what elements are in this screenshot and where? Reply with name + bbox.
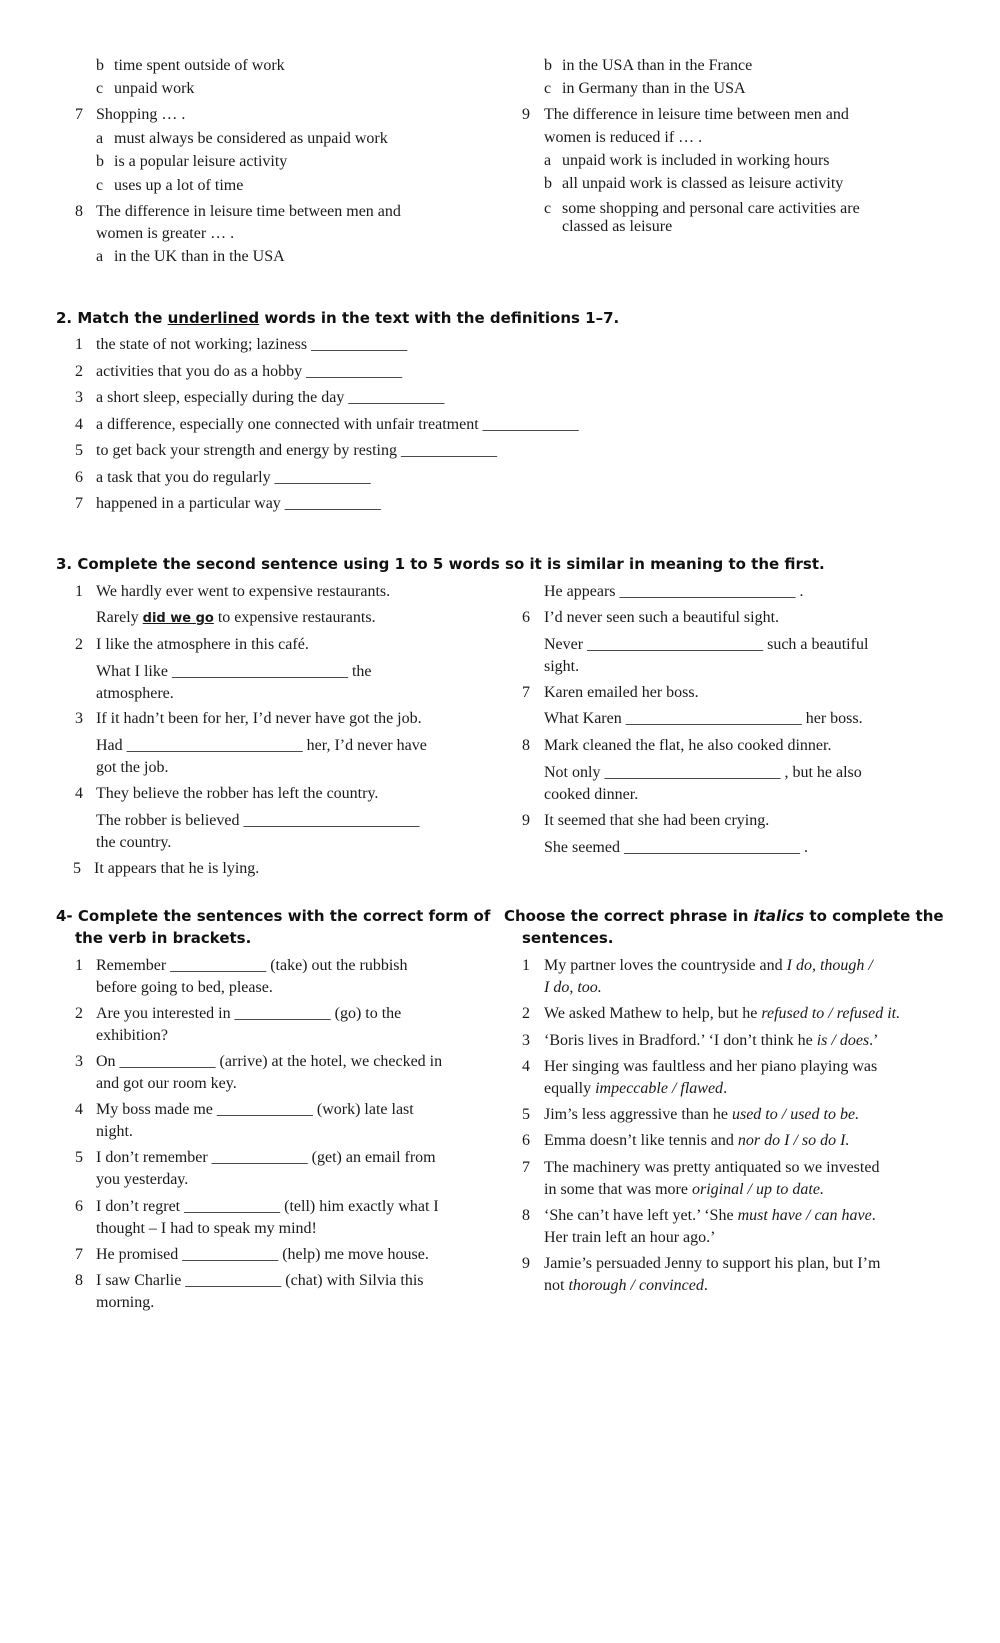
- gap-sentence: Remember ____________ (take) out the rubbish: [96, 957, 408, 974]
- item-number: 9: [522, 812, 530, 829]
- item-number: 3: [75, 710, 83, 727]
- rewrite-text: What Karen ______________________ her boss.: [544, 710, 863, 727]
- rewrite-text: What I like ______________________ the: [96, 663, 372, 680]
- item-number: 4: [75, 416, 83, 433]
- option-letter: b: [96, 57, 104, 74]
- option-text: in the UK than in the USA: [114, 248, 285, 265]
- item-number: 1: [75, 957, 83, 974]
- sentence-text: It appears that he is lying.: [94, 860, 260, 877]
- choice-sentence-cont: [544, 976, 602, 999]
- gap-sentence: I saw Charlie ____________ (chat) with Silvia this: [96, 1272, 424, 1289]
- item-number: 6: [522, 1132, 530, 1149]
- item-number: 6: [522, 609, 530, 626]
- question-text: The difference in leisure time between men and: [544, 106, 849, 123]
- choice-sentence: Jamie’s persuaded Jenny to support his plan, but I’m: [544, 1255, 881, 1272]
- option-text: unpaid work: [114, 80, 195, 97]
- item-number: 4: [75, 1101, 83, 1118]
- definition-text: a task that you do regularly ____________: [96, 469, 371, 486]
- rewrite-text: She seemed ______________________ .: [544, 839, 808, 856]
- italic-choice: original / up to date.: [691, 1181, 824, 1198]
- item-number: 6: [75, 469, 83, 486]
- exercise-4-heading: 4- Complete the sentences with the correct form of: [56, 907, 491, 925]
- exercise-5-heading-cont: sentences.: [522, 929, 614, 947]
- gap-sentence: I don’t remember ____________ (get) an email from: [96, 1149, 436, 1166]
- item-number: 1: [75, 583, 83, 600]
- item-number: 4: [75, 785, 83, 802]
- rewrite-text-cont: atmosphere.: [96, 685, 174, 702]
- item-number: 1: [75, 336, 83, 353]
- item-number: 3: [75, 1053, 83, 1070]
- option-letter: c: [544, 80, 552, 97]
- choice-sentence: Her singing was faultless and her piano playing was: [544, 1058, 878, 1075]
- option-text: all unpaid work is classed as leisure activity: [562, 175, 844, 192]
- italic-choice: nor do I / so do I.: [737, 1132, 850, 1149]
- exercise-4-heading-cont: the verb in brackets.: [75, 929, 252, 947]
- definition-text: a short sleep, especially during the day ____________: [96, 389, 445, 406]
- gap-sentence: On ____________ (arrive) at the hotel, we checked in: [96, 1053, 443, 1070]
- rewrite-text-cont: the country.: [96, 834, 172, 851]
- option-text: in Germany than in the USA: [562, 80, 746, 97]
- item-number: 7: [522, 1159, 530, 1176]
- rewrite-text: The robber is believed ______________________: [96, 812, 420, 829]
- choice-sentence-cont: in some that was more original / up to date.: [544, 1181, 824, 1198]
- item-number: 2: [75, 363, 83, 380]
- item-number: 3: [75, 389, 83, 406]
- example-answer: did we go: [142, 611, 214, 626]
- option-text: is a popular leisure activity: [114, 153, 288, 170]
- question-number: 8: [75, 203, 83, 220]
- question-number: 9: [522, 106, 530, 123]
- gap-sentence: My boss made me ____________ (work) late last: [96, 1101, 414, 1118]
- choice-sentence-cont: Her train left an hour ago.’: [544, 1229, 716, 1246]
- gap-sentence: He promised ____________ (help) me move house.: [96, 1246, 429, 1263]
- italic-choice: I do, though /: [786, 957, 873, 974]
- gap-sentence-cont: night.: [96, 1123, 133, 1140]
- italic-choice: thorough / convinced: [568, 1277, 704, 1294]
- sentence-text: If it hadn’t been for her, I’d never have got the job.: [96, 710, 422, 727]
- definition-text: a difference, especially one connected with unfair treatment ____________: [96, 416, 579, 433]
- sentence-text: It seemed that she had been crying.: [544, 812, 770, 829]
- option-letter: c: [96, 177, 104, 194]
- question-number: 7: [75, 106, 83, 123]
- exercise-3-heading: 3. Complete the second sentence using 1 to 5 words so it is similar in meaning to the first.: [56, 555, 825, 573]
- option-text: time spent outside of work: [114, 57, 285, 74]
- sentence-text: I’d never seen such a beautiful sight.: [544, 609, 780, 626]
- item-number: 7: [75, 1246, 83, 1263]
- option-letter: a: [96, 248, 104, 265]
- gap-sentence-cont: morning.: [96, 1294, 155, 1311]
- rewrite-text: Not only ______________________ , but he also: [544, 764, 862, 781]
- choice-sentence: We asked Mathew to help, but he refused to / refused it.: [544, 1005, 901, 1022]
- italic-choice: is / does: [816, 1032, 870, 1049]
- option-text-cont: classed as leisure: [562, 218, 673, 235]
- italic-choice: I do, too.: [544, 979, 602, 996]
- option-letter: b: [544, 175, 552, 192]
- option-text: must always be considered as unpaid work: [114, 130, 388, 147]
- rewrite-text: He appears ______________________ .: [544, 583, 804, 600]
- sentence-text: Mark cleaned the flat, he also cooked dinner.: [544, 737, 832, 754]
- rewrite-text-cont: got the job.: [96, 759, 169, 776]
- choice-sentence-cont: not thorough / convinced.: [544, 1277, 708, 1294]
- option-text: unpaid work is included in working hours: [562, 152, 830, 169]
- item-number: 2: [522, 1005, 530, 1022]
- italic-choice: refused to / refused it.: [761, 1005, 901, 1022]
- item-number: 9: [522, 1255, 530, 1272]
- gap-sentence-cont: before going to bed, please.: [96, 979, 273, 996]
- sentence-text: We hardly ever went to expensive restaurants.: [96, 583, 391, 600]
- sentence-text: I like the atmosphere in this café.: [96, 636, 309, 653]
- item-number: 8: [522, 737, 530, 754]
- option-letter: b: [544, 57, 552, 74]
- option-text: in the USA than in the France: [562, 57, 753, 74]
- option-letter: a: [544, 152, 552, 169]
- item-number: 5: [75, 442, 83, 459]
- choice-sentence: Emma doesn’t like tennis and nor do I / so do I.: [544, 1132, 850, 1149]
- question-text-cont: women is reduced if … .: [544, 129, 703, 146]
- italic-choice: must have / can have: [737, 1207, 872, 1224]
- gap-sentence-cont: you yesterday.: [96, 1171, 189, 1188]
- item-number: 6: [75, 1198, 83, 1215]
- exercise-5-heading: Choose the correct phrase in italics to complete the: [504, 907, 944, 925]
- choice-sentence: ‘She can’t have left yet.’ ‘She must have / can have.: [544, 1207, 876, 1224]
- item-number: 5: [75, 1149, 83, 1166]
- definition-text: to get back your strength and energy by resting ____________: [96, 442, 497, 459]
- item-number: 1: [522, 957, 530, 974]
- italic-choice: used to / used to be.: [731, 1106, 860, 1123]
- exercise-2-heading: 2. Match the underlined words in the text with the definitions 1–7.: [56, 309, 620, 327]
- rewrite-text-cont: sight.: [544, 658, 580, 675]
- item-number: 7: [522, 684, 530, 701]
- item-number: 8: [522, 1207, 530, 1224]
- rewrite-text-cont: cooked dinner.: [544, 786, 639, 803]
- sentence-text: Karen emailed her boss.: [544, 684, 699, 701]
- gap-sentence-cont: thought – I had to speak my mind!: [96, 1220, 317, 1237]
- item-number: 5: [73, 860, 81, 877]
- option-text: some shopping and personal care activities are: [562, 200, 860, 217]
- item-number: 4: [522, 1058, 530, 1075]
- item-number: 7: [75, 495, 83, 512]
- option-text: uses up a lot of time: [114, 177, 244, 194]
- choice-sentence: Jim’s less aggressive than he used to / used to be.: [544, 1106, 860, 1123]
- gap-sentence-cont: exhibition?: [96, 1027, 168, 1044]
- italic-choice: impeccable / flawed: [595, 1080, 724, 1097]
- gap-sentence-cont: and got our room key.: [96, 1075, 237, 1092]
- example-answer-sentence: Rarely did we go to expensive restaurants.: [96, 609, 376, 626]
- choice-sentence-cont: equally impeccable / flawed.: [544, 1080, 728, 1097]
- option-letter: c: [544, 200, 552, 217]
- rewrite-text: Never ______________________ such a beautiful: [544, 636, 869, 653]
- gap-sentence: Are you interested in ____________ (go) to the: [96, 1005, 402, 1022]
- choice-sentence: The machinery was pretty antiquated so we invested: [544, 1159, 880, 1176]
- definition-text: the state of not working; laziness ____________: [96, 336, 408, 353]
- question-text-cont: women is greater … .: [96, 225, 235, 242]
- option-letter: c: [96, 80, 104, 97]
- rewrite-text: Had ______________________ her, I’d never have: [96, 737, 427, 754]
- item-number: 3: [522, 1032, 530, 1049]
- question-text: Shopping … .: [96, 106, 186, 123]
- option-letter: b: [96, 153, 104, 170]
- option-letter: a: [96, 130, 104, 147]
- sentence-text: They believe the robber has left the country.: [96, 785, 379, 802]
- question-text: The difference in leisure time between men and: [96, 203, 401, 220]
- item-number: 5: [522, 1106, 530, 1123]
- item-number: 2: [75, 1005, 83, 1022]
- definition-text: happened in a particular way ____________: [96, 495, 381, 512]
- item-number: 8: [75, 1272, 83, 1289]
- choice-sentence: My partner loves the countryside and I do, though /: [544, 957, 873, 974]
- item-number: 2: [75, 636, 83, 653]
- choice-sentence: ‘Boris lives in Bradford.’ ‘I don’t think he is / does.’: [544, 1032, 879, 1049]
- gap-sentence: I don’t regret ____________ (tell) him exactly what I: [96, 1198, 439, 1215]
- definition-text: activities that you do as a hobby ____________: [96, 363, 403, 380]
